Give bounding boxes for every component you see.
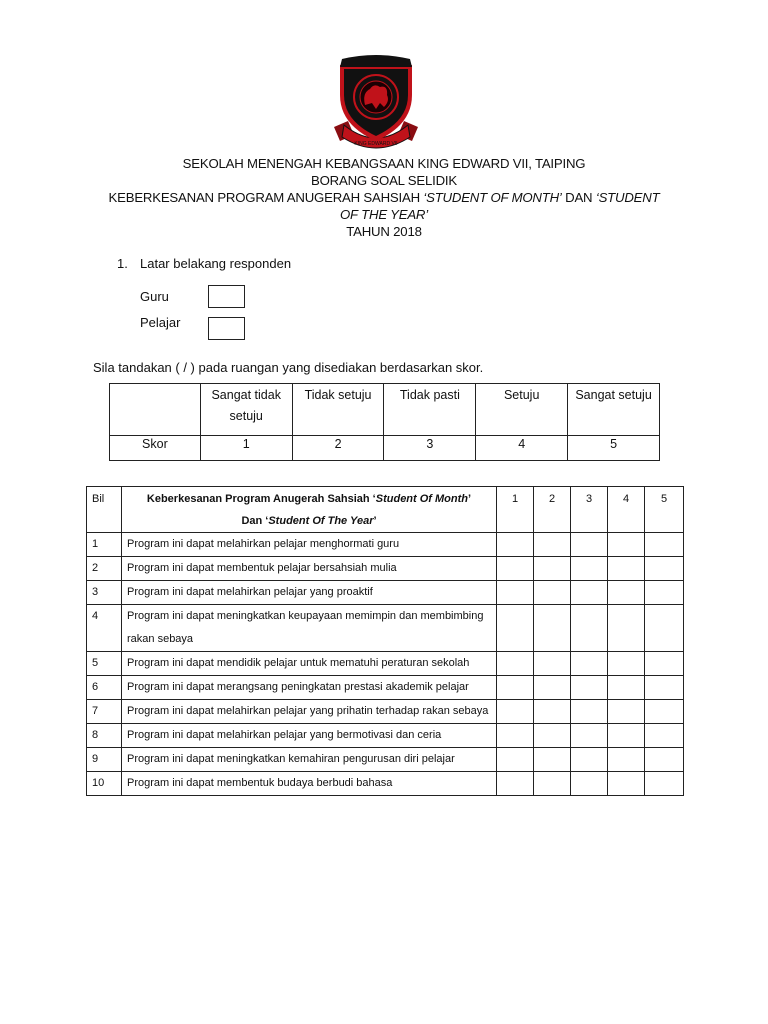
score-checkbox-cell[interactable] [645, 676, 684, 700]
score-checkbox-cell[interactable] [608, 676, 645, 700]
score-checkbox-cell[interactable] [645, 533, 684, 557]
score-checkbox-cell[interactable] [534, 605, 571, 652]
school-name: SEKOLAH MENENGAH KEBANGSAAN KING EDWARD VII, TAIPING [182, 156, 586, 171]
score-checkbox-cell[interactable] [571, 581, 608, 605]
score-checkbox-cell[interactable] [645, 700, 684, 724]
item-statement: Program ini dapat melahirkan pelajar yang prihatin terhadap rakan sebaya [122, 700, 497, 724]
survey-year: TAHUN 2018 [346, 224, 422, 239]
column-header-score: 3 [571, 487, 608, 533]
item-statement: Program ini dapat melahirkan pelajar menghormati guru [122, 533, 497, 557]
score-checkbox-cell[interactable] [497, 652, 534, 676]
document-header [100, 155, 668, 240]
item-number: 10 [87, 772, 122, 796]
survey-title: KEBERKESANAN PROGRAM ANUGERAH SAHSIAH ‘STUDENT OF MONTH’ DAN ‘STUDENT OF THE YEAR’ [108, 190, 660, 222]
score-checkbox-cell[interactable] [534, 652, 571, 676]
score-checkbox-cell[interactable] [608, 605, 645, 652]
table-row [87, 581, 684, 605]
scale-label: Tidak pasti [384, 384, 476, 436]
item-number: 2 [87, 557, 122, 581]
score-checkbox-cell[interactable] [571, 676, 608, 700]
column-header-score: 1 [497, 487, 534, 533]
score-checkbox-cell[interactable] [497, 605, 534, 652]
score-checkbox-cell[interactable] [608, 724, 645, 748]
table-row [87, 700, 684, 724]
table-row [87, 772, 684, 796]
table-row [87, 533, 684, 557]
score-checkbox-cell[interactable] [571, 772, 608, 796]
score-checkbox-cell[interactable] [608, 772, 645, 796]
score-checkbox-cell[interactable] [497, 724, 534, 748]
item-number: 4 [87, 605, 122, 652]
scale-label: Sangat tidak setuju [200, 384, 292, 436]
score-checkbox-cell[interactable] [571, 605, 608, 652]
score-checkbox-cell[interactable] [534, 557, 571, 581]
score-checkbox-cell[interactable] [497, 772, 534, 796]
score-checkbox-cell[interactable] [571, 557, 608, 581]
score-checkbox-cell[interactable] [608, 533, 645, 557]
option-label-pelajar: Pelajar [140, 315, 181, 330]
score-checkbox-cell[interactable] [608, 581, 645, 605]
scale-label: Setuju [476, 384, 568, 436]
item-statement: Program ini dapat melahirkan pelajar yang bermotivasi dan ceria [122, 724, 497, 748]
score-scale-table [109, 383, 660, 461]
score-checkbox-cell[interactable] [534, 676, 571, 700]
score-row-label: Skor [110, 436, 201, 461]
score-checkbox-cell[interactable] [608, 700, 645, 724]
score-checkbox-cell[interactable] [497, 557, 534, 581]
survey-items-table [86, 486, 684, 796]
scale-score: 4 [476, 436, 568, 461]
score-checkbox-cell[interactable] [497, 676, 534, 700]
score-checkbox-cell[interactable] [645, 772, 684, 796]
school-crest-icon [332, 55, 420, 150]
score-checkbox-cell[interactable] [571, 748, 608, 772]
score-checkbox-cell[interactable] [534, 533, 571, 557]
crest-ribbon-text: KING EDWARD VII [354, 141, 398, 147]
column-header-score: 4 [608, 487, 645, 533]
score-checkbox-cell[interactable] [534, 581, 571, 605]
table-row [87, 724, 684, 748]
score-checkbox-cell[interactable] [608, 652, 645, 676]
item-statement: Program ini dapat meningkatkan kemahiran pengurusan diri pelajar [122, 748, 497, 772]
score-checkbox-cell[interactable] [645, 652, 684, 676]
score-checkbox-cell[interactable] [497, 581, 534, 605]
item-statement: Program ini dapat membentuk pelajar bersahsiah mulia [122, 557, 497, 581]
checkbox-pelajar[interactable] [208, 317, 245, 340]
score-checkbox-cell[interactable] [608, 557, 645, 581]
scale-label: Tidak setuju [292, 384, 384, 436]
score-checkbox-cell[interactable] [497, 533, 534, 557]
table-row [87, 557, 684, 581]
form-title: BORANG SOAL SELIDIK [311, 173, 457, 188]
score-checkbox-cell[interactable] [645, 724, 684, 748]
scale-score: 3 [384, 436, 476, 461]
column-header-score: 5 [645, 487, 684, 533]
checkbox-guru[interactable] [208, 285, 245, 308]
column-header-bil: Bil [87, 487, 122, 533]
table-row [87, 652, 684, 676]
item-number: 7 [87, 700, 122, 724]
scale-score-row [110, 436, 660, 461]
column-header-statement: Keberkesanan Program Anugerah Sahsiah ‘Student Of Month’ Dan ‘Student Of The Year’ [122, 487, 497, 533]
scale-score: 5 [568, 436, 660, 461]
score-checkbox-cell[interactable] [497, 748, 534, 772]
table-row [87, 748, 684, 772]
score-checkbox-cell[interactable] [571, 724, 608, 748]
item-number: 8 [87, 724, 122, 748]
score-checkbox-cell[interactable] [571, 700, 608, 724]
score-checkbox-cell[interactable] [645, 557, 684, 581]
item-statement: Program ini dapat melahirkan pelajar yang proaktif [122, 581, 497, 605]
scale-empty-cell [110, 384, 201, 436]
score-checkbox-cell[interactable] [571, 652, 608, 676]
item-number: 3 [87, 581, 122, 605]
survey-header-row [87, 487, 684, 533]
instruction-text: Sila tandakan ( / ) pada ruangan yang disediakan berdasarkan skor. [93, 360, 484, 375]
column-header-score: 2 [534, 487, 571, 533]
score-checkbox-cell[interactable] [608, 748, 645, 772]
section-number: 1. [117, 256, 128, 271]
item-number: 5 [87, 652, 122, 676]
option-label-guru: Guru [140, 289, 169, 304]
table-row [87, 676, 684, 700]
item-number: 9 [87, 748, 122, 772]
score-checkbox-cell[interactable] [571, 533, 608, 557]
item-number: 6 [87, 676, 122, 700]
score-checkbox-cell[interactable] [645, 581, 684, 605]
item-statement: Program ini dapat meningkatkan keupayaan memimpin dan membimbing rakan sebaya [122, 605, 497, 652]
score-checkbox-cell[interactable] [645, 748, 684, 772]
score-checkbox-cell[interactable] [645, 605, 684, 652]
table-row [87, 605, 684, 652]
section-respondent-background [117, 256, 291, 271]
scale-label: Sangat setuju [568, 384, 660, 436]
score-checkbox-cell[interactable] [534, 700, 571, 724]
score-checkbox-cell[interactable] [534, 724, 571, 748]
score-checkbox-cell[interactable] [534, 748, 571, 772]
item-statement: Program ini dapat merangsang peningkatan prestasi akademik pelajar [122, 676, 497, 700]
score-checkbox-cell[interactable] [534, 772, 571, 796]
item-statement: Program ini dapat membentuk budaya berbudi bahasa [122, 772, 497, 796]
item-statement: Program ini dapat mendidik pelajar untuk mematuhi peraturan sekolah [122, 652, 497, 676]
scale-score: 2 [292, 436, 384, 461]
item-number: 1 [87, 533, 122, 557]
scale-label-row [110, 384, 660, 436]
section-title: Latar belakang responden [140, 256, 292, 271]
scale-score: 1 [200, 436, 292, 461]
score-checkbox-cell[interactable] [497, 700, 534, 724]
